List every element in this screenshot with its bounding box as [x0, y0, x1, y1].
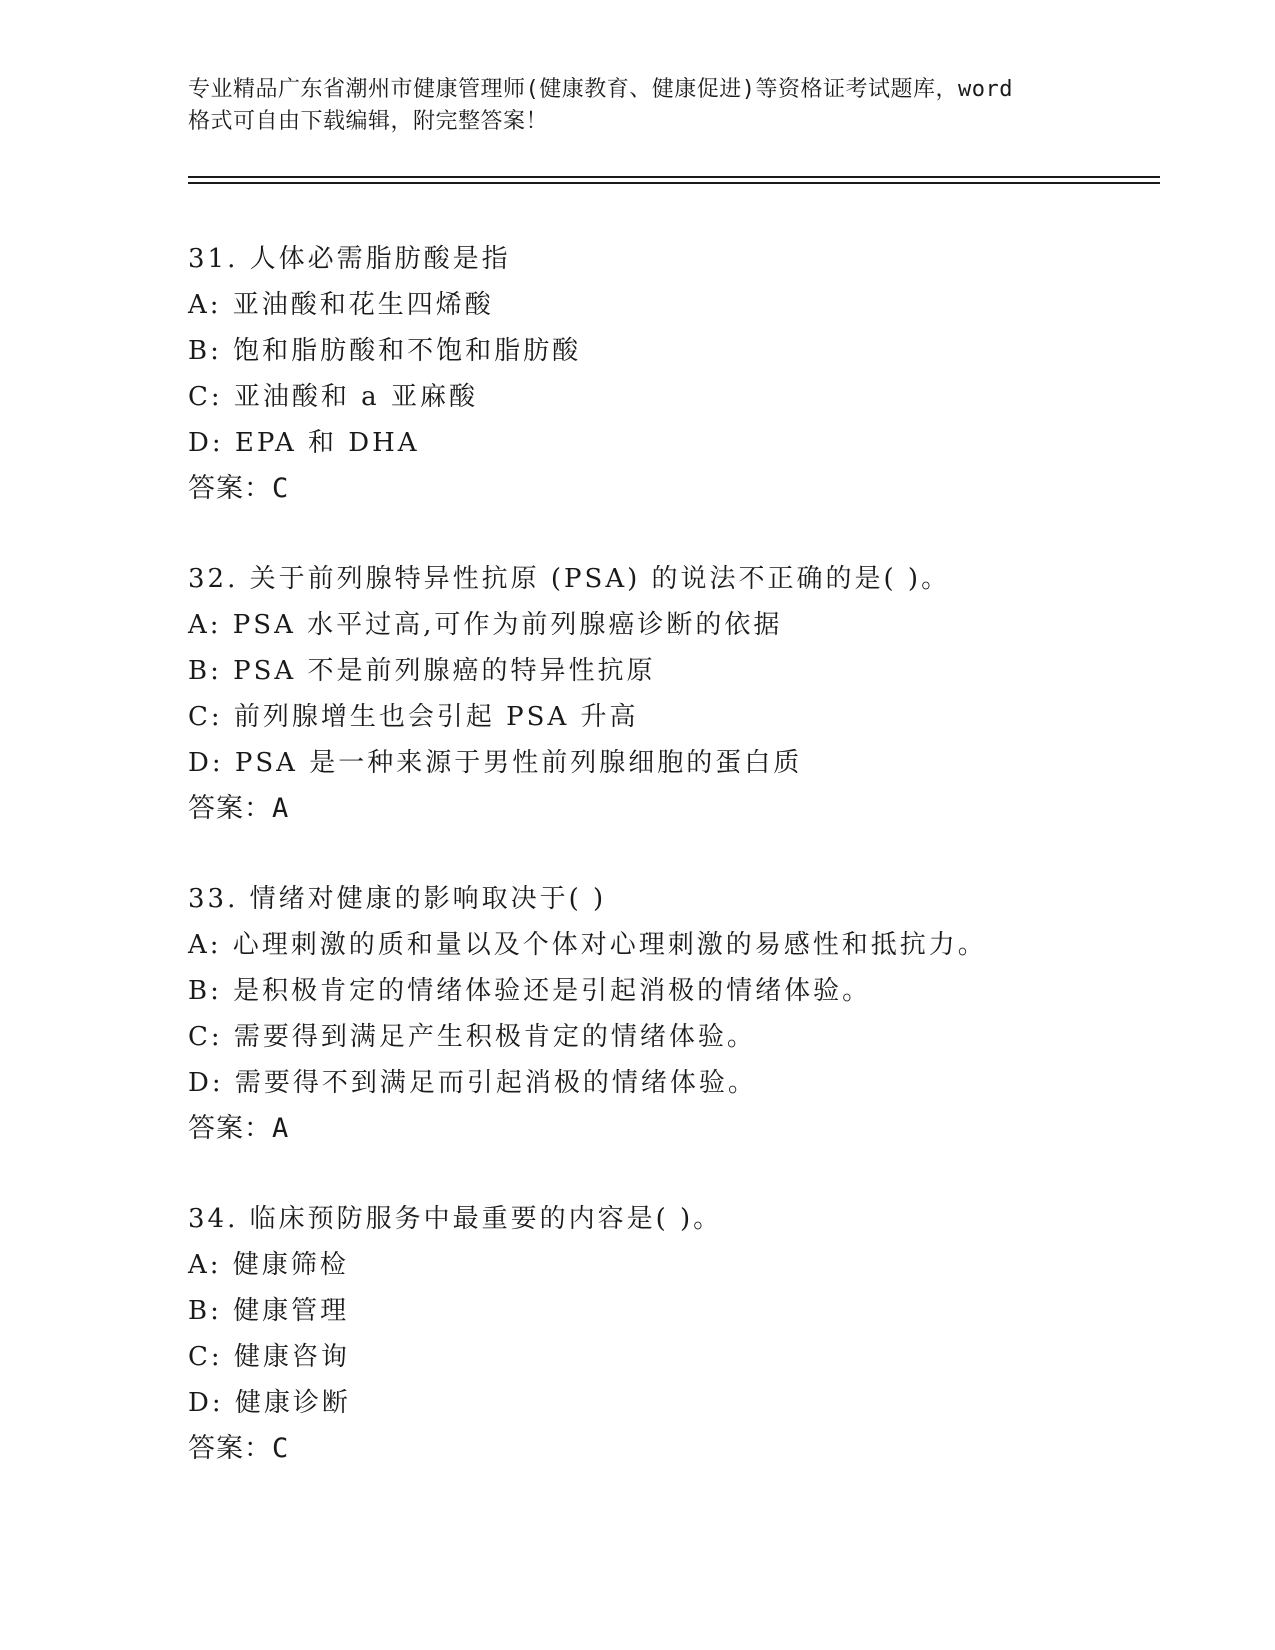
question-32 [188, 556, 1168, 832]
answer-value: A [272, 1113, 290, 1144]
question-stem: 33. 情绪对健康的影响取决于( ) [188, 884, 607, 914]
option-b: B: PSA 不是前列腺癌的特异性抗原 [188, 656, 656, 686]
question-31 [188, 236, 1168, 512]
question-stem: 31. 人体必需脂肪酸是指 [188, 244, 511, 274]
question-33 [188, 876, 1168, 1152]
document-header [188, 74, 1088, 138]
option-d: D: PSA 是一种来源于男性前列腺细胞的蛋白质 [188, 748, 803, 778]
option-d: D: 健康诊断 [188, 1388, 351, 1418]
answer-line [188, 1426, 1168, 1472]
question-34 [188, 1196, 1168, 1472]
header-line-1: 专业精品广东省潮州市健康管理师(健康教育、健康促进)等资格证考试题库，word [188, 77, 1013, 102]
answer-line [188, 466, 1168, 512]
header-line-2: 格式可自由下载编辑，附完整答案！ [188, 109, 549, 134]
answer-line [188, 1106, 1168, 1152]
option-a: A: 心理刺激的质和量以及个体对心理刺激的易感性和抵抗力。 [188, 930, 987, 960]
option-d: D: 需要得不到满足而引起消极的情绪体验。 [188, 1068, 757, 1098]
option-a: A: 健康筛检 [188, 1250, 349, 1280]
header-divider-top [188, 176, 1160, 178]
option-d: D: EPA 和 DHA [188, 428, 420, 458]
answer-label: 答案： [188, 1113, 272, 1144]
option-c: C: 健康咨询 [188, 1342, 350, 1372]
option-b: B: 是积极肯定的情绪体验还是引起消极的情绪体验。 [188, 976, 872, 1006]
header-divider-bottom [188, 182, 1160, 184]
answer-label: 答案： [188, 473, 272, 504]
option-a: A: 亚油酸和花生四烯酸 [188, 290, 494, 320]
question-stem: 34. 临床预防服务中最重要的内容是( )。 [188, 1204, 723, 1234]
question-stem: 32. 关于前列腺特异性抗原 (PSA) 的说法不正确的是( )。 [188, 564, 951, 594]
option-b: B: 健康管理 [188, 1296, 350, 1326]
option-c: C: 需要得到满足产生积极肯定的情绪体验。 [188, 1022, 756, 1052]
option-c: C: 前列腺增生也会引起 PSA 升高 [188, 702, 639, 732]
answer-value: A [272, 793, 290, 824]
answer-value: C [272, 473, 290, 504]
answer-value: C [272, 1433, 290, 1464]
option-b: B: 饱和脂肪酸和不饱和脂肪酸 [188, 336, 582, 366]
answer-line [188, 786, 1168, 832]
option-c: C: 亚油酸和 a 亚麻酸 [188, 382, 478, 412]
answer-label: 答案： [188, 1433, 272, 1464]
option-a: A: PSA 水平过高,可作为前列腺癌诊断的依据 [188, 610, 783, 640]
answer-label: 答案： [188, 793, 272, 824]
